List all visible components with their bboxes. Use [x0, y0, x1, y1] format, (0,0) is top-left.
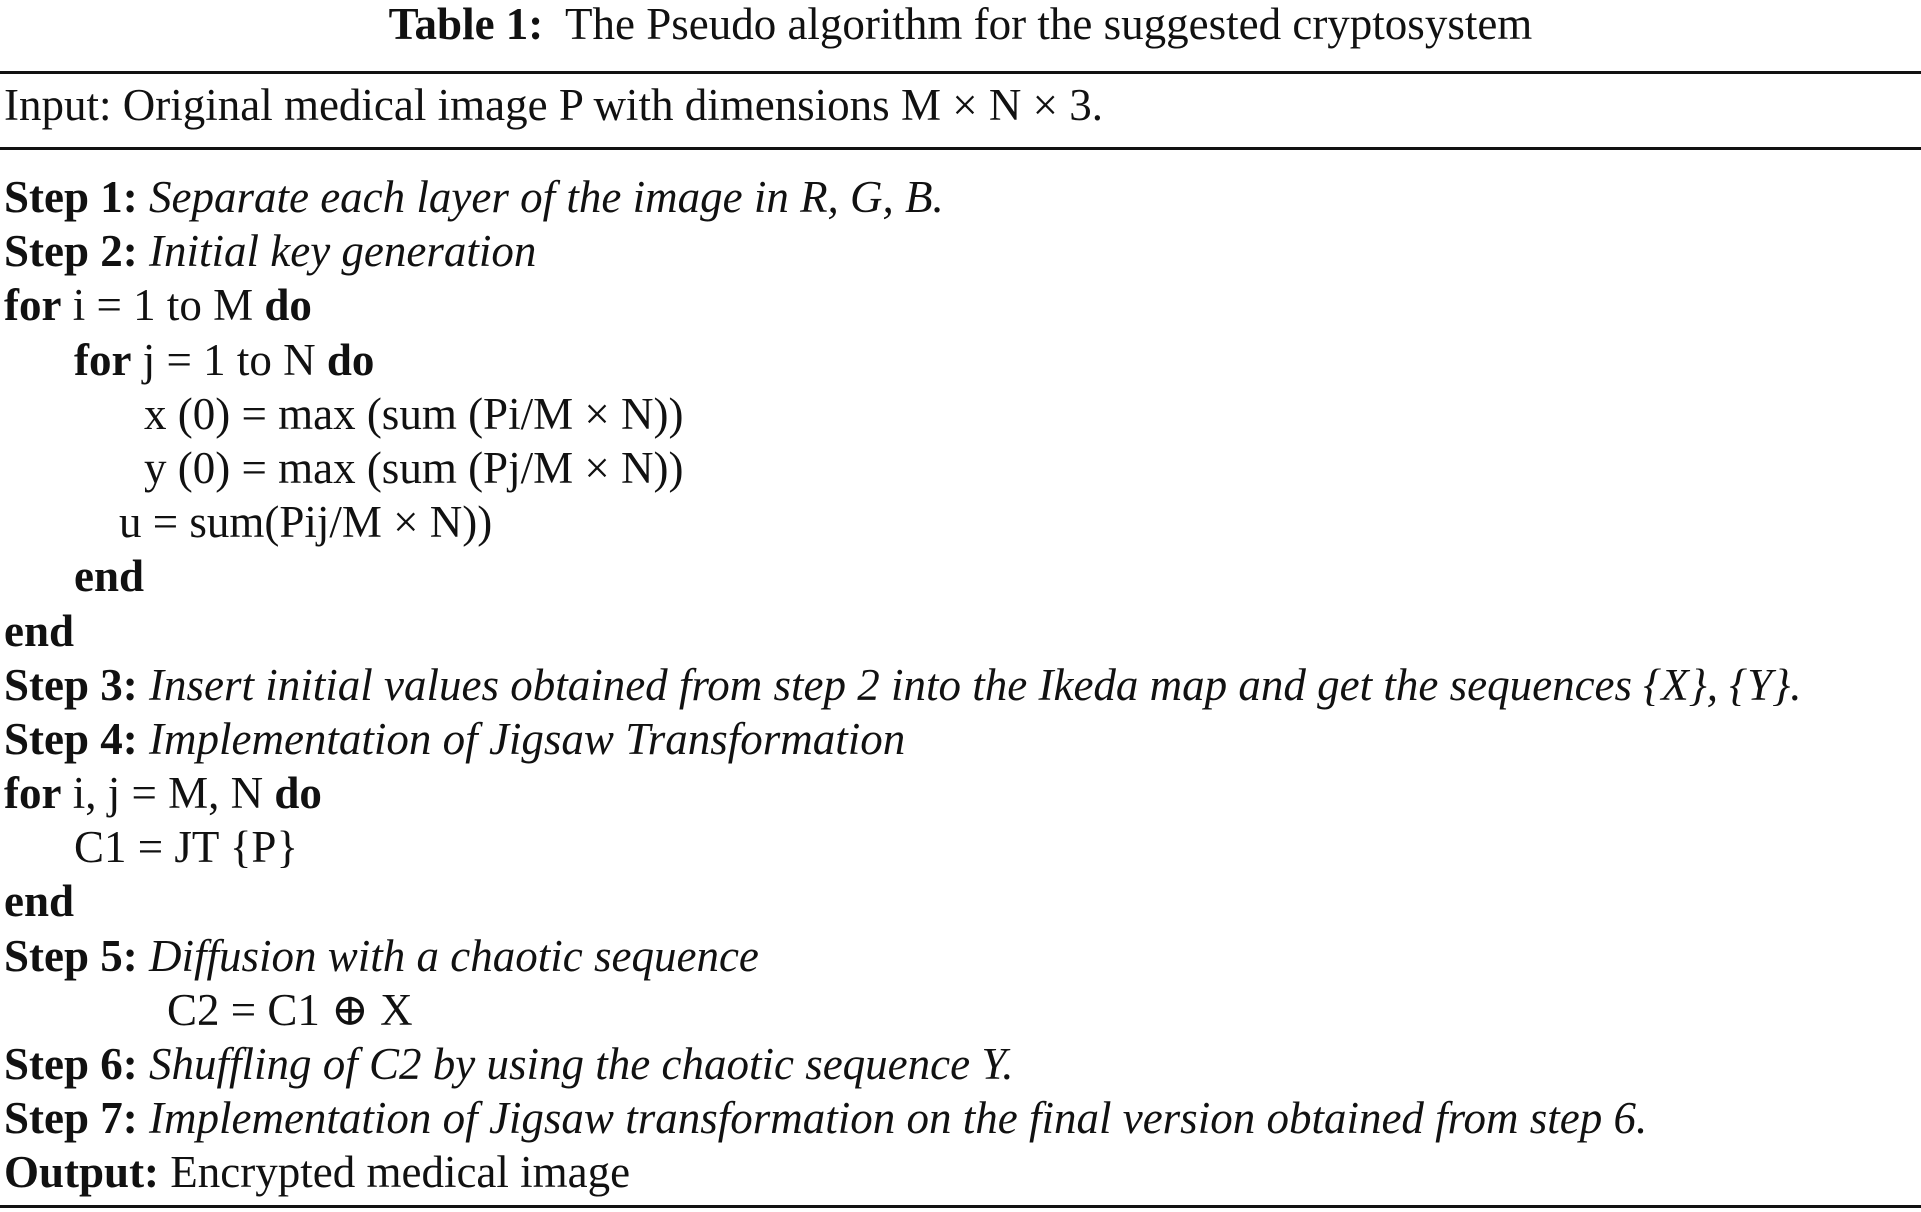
algorithm-line — [4, 1145, 1914, 1199]
line-suffix: do — [326, 334, 375, 385]
line-text: C1 = JT {P} — [74, 822, 299, 873]
line-text: Shuffling of C2 by using the chaotic sequence Y. — [149, 1039, 1014, 1089]
algorithm-line — [4, 441, 1914, 495]
line-keyword: Output: — [4, 1147, 160, 1198]
algorithm-line — [4, 874, 1914, 928]
algorithm-line — [4, 549, 1914, 603]
line-text: y (0) = max (sum (Pj/M × N)) — [144, 442, 684, 493]
line-keyword: end — [4, 876, 75, 927]
line-keyword: Step 4: — [4, 713, 138, 764]
line-suffix: do — [264, 280, 312, 331]
line-keyword: for — [4, 280, 62, 331]
algorithm-line — [4, 929, 1914, 983]
line-keyword: end — [4, 605, 75, 656]
line-text: u = sum(Pij/M × N)) — [119, 497, 493, 548]
line-keyword: Step 5: — [4, 930, 138, 981]
algorithm-line — [4, 495, 1914, 549]
line-text: i = 1 to M — [72, 280, 254, 331]
algorithm-line — [4, 278, 1914, 332]
table-caption — [0, 0, 1921, 54]
line-keyword: Step 6: — [4, 1039, 138, 1089]
algorithm-line — [4, 820, 1914, 874]
line-keyword: Step 2: — [4, 226, 138, 277]
line-text: Initial key generation — [149, 226, 537, 277]
line-text: Encrypted medical image — [170, 1147, 631, 1198]
line-keyword: end — [74, 551, 145, 602]
line-suffix: do — [274, 768, 322, 819]
algorithm-line — [4, 224, 1914, 278]
algorithm-line — [4, 333, 1914, 387]
top-rule — [0, 71, 1921, 74]
line-keyword: Step 3: — [4, 659, 138, 710]
line-text: C2 = C1 ⊕ X — [167, 984, 413, 1035]
line-keyword: for — [4, 768, 62, 819]
algorithm-line — [4, 1037, 1914, 1091]
table-title: The Pseudo algorithm for the suggested cryptosystem — [564, 0, 1533, 49]
algorithm-steps — [4, 170, 1914, 1200]
table-label: Table 1: — [388, 0, 544, 49]
algorithm-line — [4, 1091, 1914, 1145]
line-text: j = 1 to N — [142, 334, 316, 385]
algorithm-line — [4, 983, 1914, 1037]
line-text: Implementation of Jigsaw transformation on the final version obtained from step 6. — [149, 1093, 1648, 1144]
line-text: Insert initial values obtained from step 2 into the Ikeda map and get the sequences {X}, {Y}. — [149, 659, 1802, 710]
algorithm-line — [4, 712, 1914, 766]
algorithm-line — [4, 766, 1914, 820]
line-text: i, j = M, N — [72, 768, 264, 819]
line-keyword: Step 1: — [4, 172, 138, 222]
line-text: x (0) = max (sum (Pi/M × N)) — [144, 388, 684, 439]
line-text: Separate each layer of the image in R, G, B. — [149, 172, 944, 222]
input-rule — [0, 147, 1921, 150]
algorithm-line — [4, 170, 1914, 224]
algorithm-line — [4, 387, 1914, 441]
algorithm-line — [4, 658, 1914, 712]
line-keyword: Step 7: — [4, 1093, 138, 1144]
line-text: Implementation of Jigsaw Transformation — [149, 713, 906, 764]
input-line: Input: Original medical image P with dimensions M × N × 3. — [4, 80, 1103, 130]
line-text: Diffusion with a chaotic sequence — [149, 930, 759, 981]
line-keyword: for — [74, 334, 132, 385]
bottom-rule — [0, 1205, 1921, 1208]
algorithm-line — [4, 604, 1914, 658]
